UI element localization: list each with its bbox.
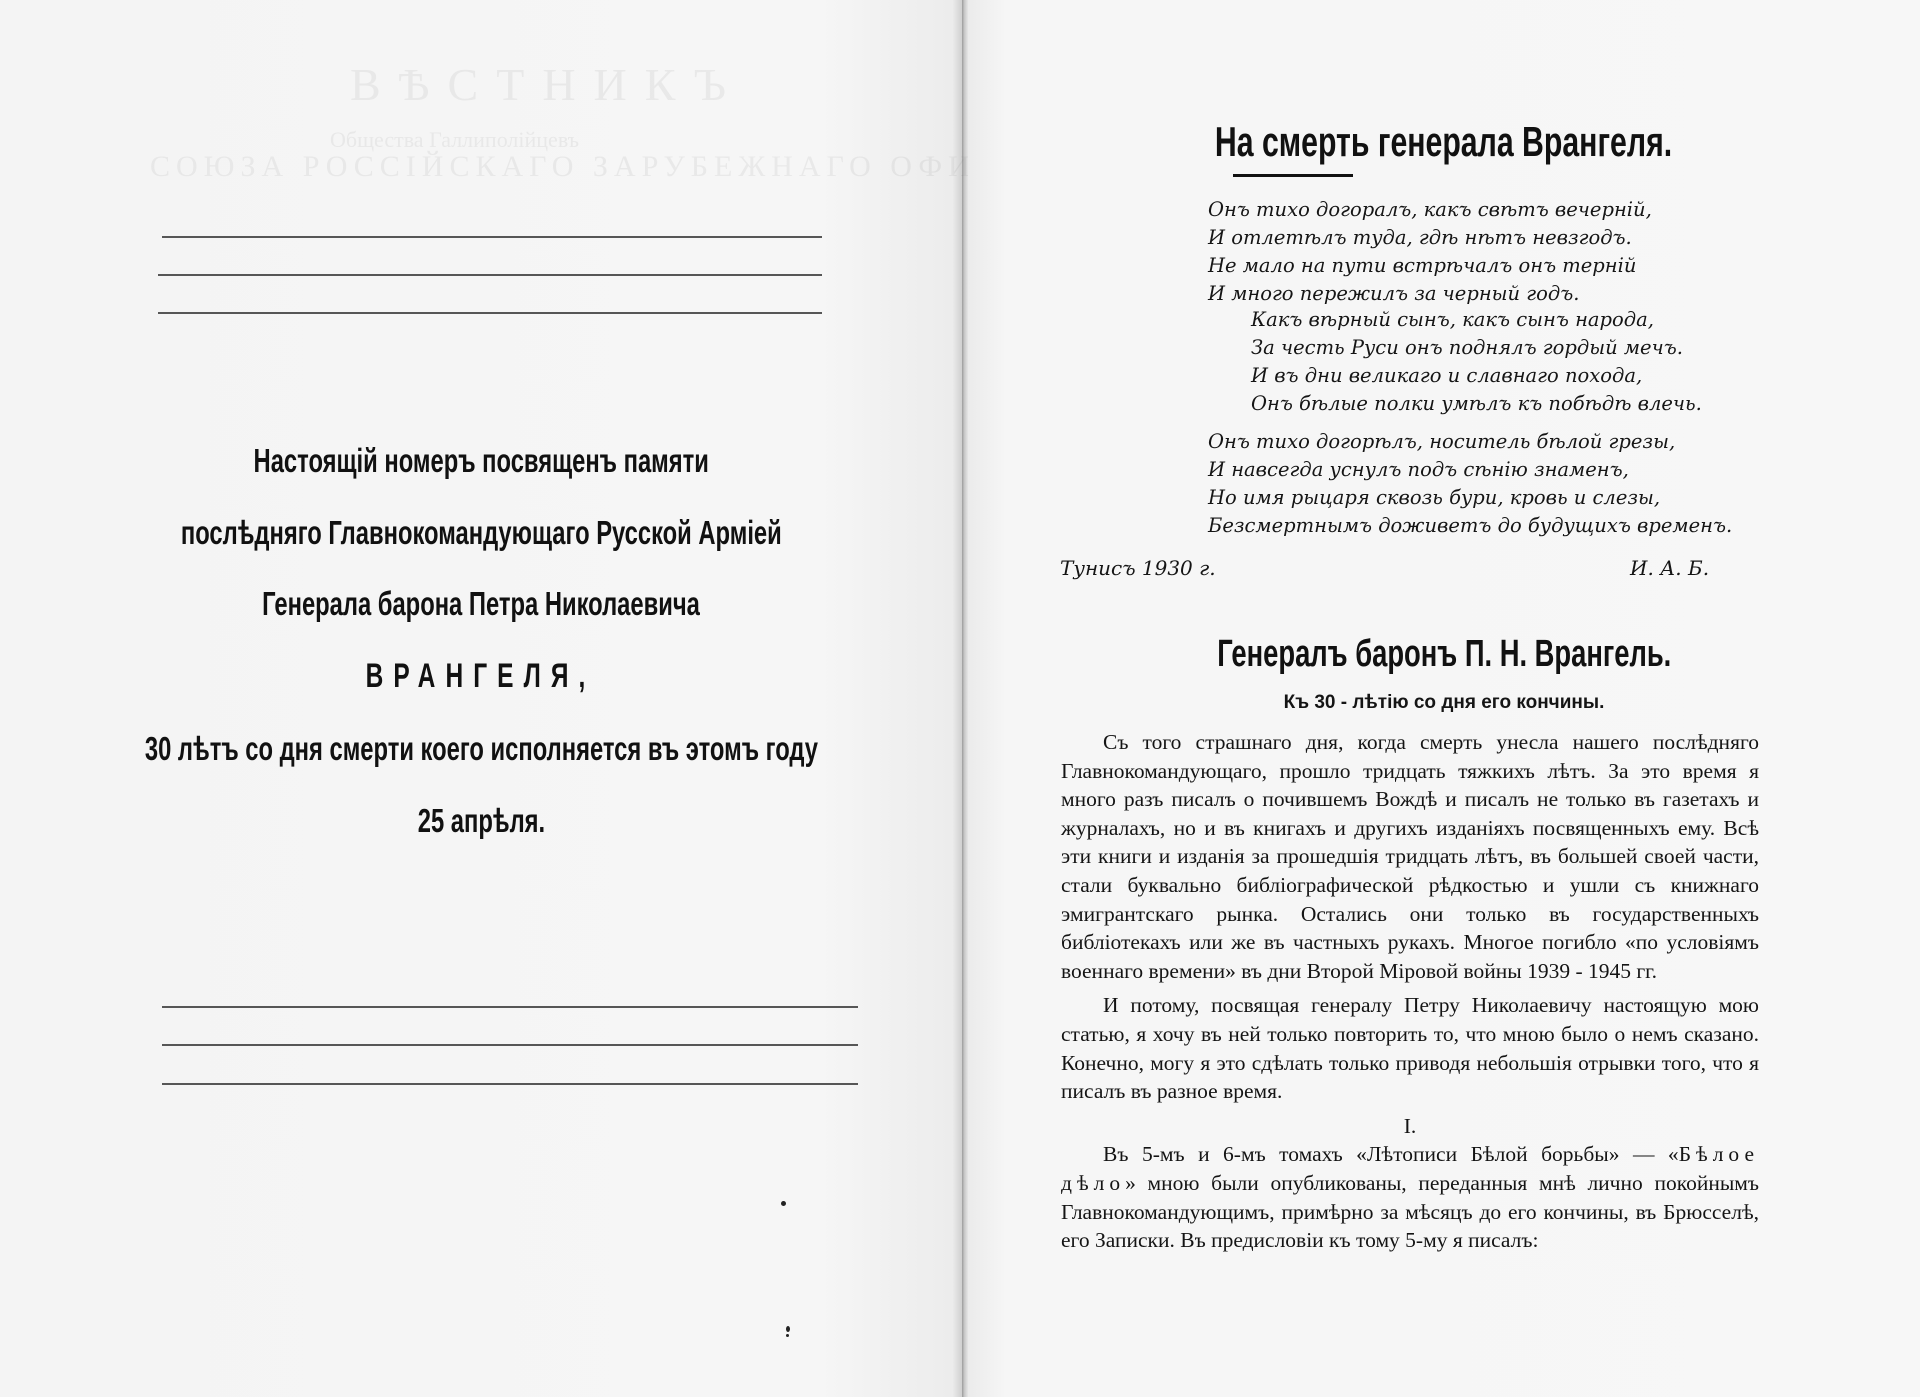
title-underline xyxy=(1233,174,1353,177)
dedication-line-1: Настоящій номеръ посвященъ памяти xyxy=(253,442,709,479)
poem-line: Безсмертнымъ доживетъ до будущихъ временъ. xyxy=(1208,514,1733,537)
poem-stanza-1 xyxy=(1208,196,1652,308)
poem-line: И навсегда уснулъ подъ сѣнію знаменъ, xyxy=(1208,458,1629,481)
poem-line: Какъ вѣрный сынъ, какъ сынъ народа, xyxy=(1251,308,1654,331)
article-body xyxy=(1061,728,1759,1261)
poem-line: Но имя рыцаря сквозь бури, кровь и слезы, xyxy=(1208,486,1661,509)
poem-line: Онъ тихо догоралъ, какъ свѣтъ вечерній, xyxy=(1208,198,1652,221)
section-text-before: Въ 5-мъ и 6-мъ томахъ «Лѣтописи Бѣлой борьбы» — « xyxy=(1103,1142,1679,1167)
poem-line: И въ дни великаго и славнаго похода, xyxy=(1251,364,1643,387)
section-number: I. xyxy=(1403,1113,1417,1138)
poem-line: И много пережилъ за черный годъ. xyxy=(1208,282,1580,305)
ink-speck xyxy=(786,1334,789,1337)
bleed-through-org: СОЮЗА РОССІЙСКАГО ЗАРУБЕЖНАГО ОФИЦЕРСТВА xyxy=(150,150,1153,183)
right-page xyxy=(968,0,1920,1397)
dedication-date: 25 апрѣля. xyxy=(417,802,545,839)
bleed-through-masthead: ВѢСТНИКЪ xyxy=(350,59,744,110)
top-rule-2 xyxy=(158,274,822,276)
poem-title: На смерть генерала Врангеля. xyxy=(1215,118,1673,165)
ink-speck xyxy=(786,1326,790,1332)
article-title: Генералъ баронъ П. Н. Врангель. xyxy=(1216,633,1672,675)
bottom-rule-2 xyxy=(162,1044,858,1046)
dedication-line-5: 30 лѣтъ со дня смерти коего исполняется въ этомъ году xyxy=(144,730,818,767)
poem-stanza-2 xyxy=(1251,306,1702,418)
poem-stanza-3 xyxy=(1208,428,1732,540)
bottom-rule-3 xyxy=(162,1083,858,1085)
top-rule-1 xyxy=(162,236,822,238)
section-text-spaced: Бѣлое дѣло xyxy=(1061,1142,1759,1195)
article-paragraph-2: И потому, посвящая генералу Петру Николаевичу настоящую мою статью, я хочу въ ней только повторить то, что мною было о немъ сказано. Конечно, могу я это сдѣлать только приводя небольшія отрывки того, что я писалъ въ разное время. xyxy=(1061,993,1759,1104)
poem-author: И. А. Б. xyxy=(1630,556,1710,580)
poem-line: Не мало на пути встрѣчалъ онъ терній xyxy=(1208,254,1637,277)
bleed-through-subtitle: Общества Галлиполійцевъ xyxy=(330,127,580,152)
poem-line: И отлетѣлъ туда, гдѣ нѣтъ невзгодъ. xyxy=(1208,226,1632,249)
bottom-rule-1 xyxy=(162,1006,858,1008)
ink-speck xyxy=(781,1201,786,1206)
section-paragraph xyxy=(1061,1140,1759,1254)
article-paragraph-1: Съ того страшнаго дня, когда смерть унесла нашего послѣдняго Главнокомандующаго, прошло тридцать тяжкихъ лѣтъ. За это время я много разъ писалъ о почившемъ Вождѣ и писалъ не только въ газетахъ и журналахъ, но и въ книгахъ и другихъ изданіяхъ посвященныхъ ему. Всѣ эти книги и изданія за прошедшія тридцать лѣтъ, въ большей своей части, стали буквально библіографической рѣдкостью и ушли съ книжнаго эмигрантскаго рынка. Остались они только въ государственныхъ библіотекахъ или же въ частныхъ рукахъ. Многое погибло «по условіямъ военнаго времени» въ дни Второй Міровой войны 1939 - 1945 гг. xyxy=(1061,730,1759,983)
section-text-after: » мною были опубликованы, переданныя мнѣ лично покойнымъ Главнокомандующимъ, примѣрно за мѣсяцъ до его кончины, въ Брюсселѣ, его Записки. Въ предисловіи къ тому 5-му я писалъ: xyxy=(1061,1170,1759,1253)
poem-line: За честь Руси онъ поднялъ гордый мечъ. xyxy=(1251,336,1683,359)
dedication-line-3: Генерала барона Петра Николаевича xyxy=(262,585,700,622)
poem-line: Онъ тихо догорѣлъ, носитель бѣлой грезы, xyxy=(1208,430,1676,453)
dedication-name: ВРАНГЕЛЯ, xyxy=(366,657,596,695)
dedication-line-2: послѣдняго Главнокомандующаго Русской Арміей xyxy=(180,514,782,551)
poem-place-date: Тунисъ 1930 г. xyxy=(1060,556,1216,580)
article-subtitle: Къ 30 - лѣтію со дня его кончины. xyxy=(1283,692,1605,713)
top-rule-3 xyxy=(158,312,822,314)
poem-line: Онъ бѣлые полки умѣлъ къ побѣдѣ влечь. xyxy=(1251,392,1702,415)
